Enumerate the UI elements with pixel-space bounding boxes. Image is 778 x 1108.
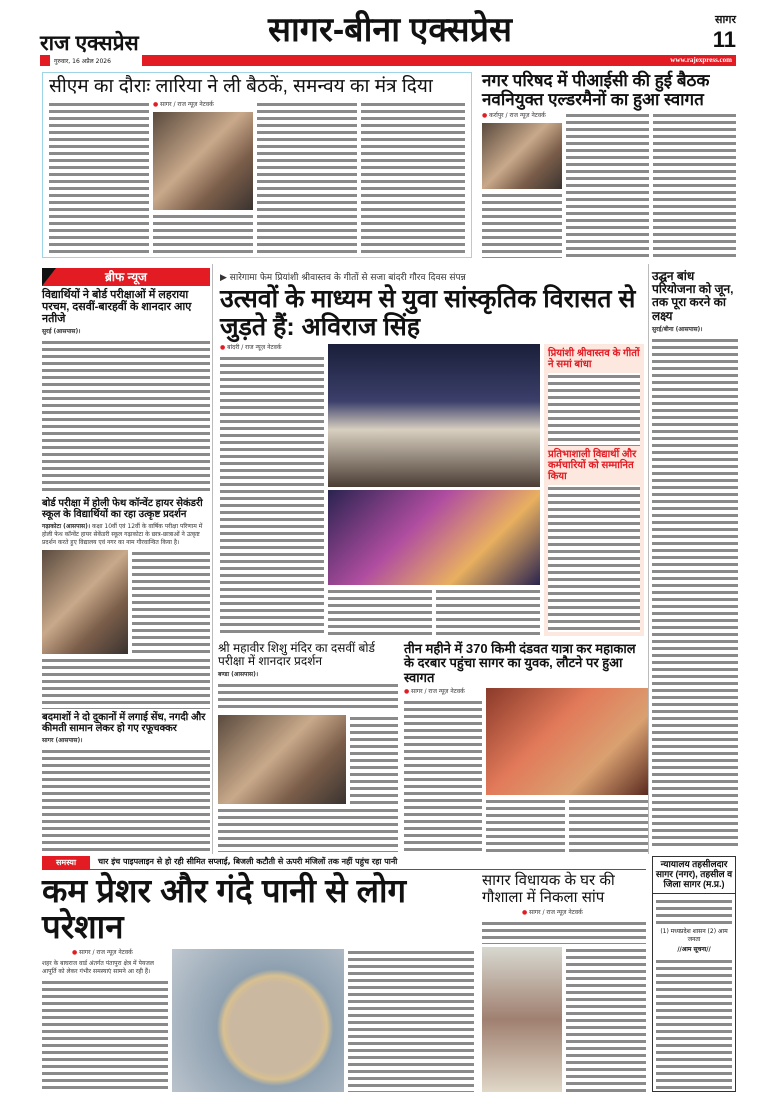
water-photo (172, 949, 344, 1092)
article-text (42, 979, 168, 1092)
brief-headline: बदमाशों ने दो दुकानों में लगाई सेंध, नगदी और कीमती सामान लेकर हो गए रफूचक्कर (42, 712, 206, 735)
article-text (220, 355, 324, 636)
notice-subtitle: //आम सूचना// (677, 945, 711, 953)
article-text (132, 550, 210, 654)
concert-photo (328, 490, 540, 585)
article-text (653, 112, 736, 258)
column-divider (648, 264, 649, 854)
article-text (350, 715, 398, 804)
welcome-photo (486, 688, 648, 795)
article-text (436, 588, 540, 636)
article-text (404, 699, 482, 852)
sidebar-headline: प्रियांशी श्रीवास्तव के गीतों ने समां बांधा (548, 348, 640, 370)
edition-title: सागर-बीना एक्सप्रेस (268, 11, 512, 49)
byline: ● सागर / राज न्यूज़ नेटवर्क (42, 949, 168, 957)
byline: ● सागर / राज न्यूज़ नेटवर्क (404, 688, 482, 696)
problem-banner (42, 856, 646, 870)
article-text (49, 101, 149, 253)
top-story (42, 72, 472, 258)
issue-date: गुरुवार, 16 अप्रैल 2026 (54, 58, 111, 65)
article-text (257, 101, 357, 253)
bottom-headline: कम प्रेशर और गंदे पानी से लोग परेशान (42, 872, 407, 946)
article-text (153, 213, 253, 253)
article-text (548, 373, 640, 446)
problem-tag: समस्या (42, 856, 90, 869)
brief-news-header (42, 268, 210, 286)
notice-title: न्यायालय तहसीलदार सागर (नगर), तहसील व जिला सागर (म.प्र.) (653, 857, 735, 894)
article-text (42, 657, 210, 709)
column-divider (212, 264, 213, 854)
right-column (652, 270, 738, 850)
article-text (566, 112, 649, 258)
top-right-story (482, 72, 736, 258)
masthead-bar (142, 55, 736, 66)
right-col-headline: उद्घन बांध परियोजना को जून, तक पूरा करने का लक्ष्य (652, 269, 734, 323)
dateline: सुरई (आसपास)। (42, 328, 81, 336)
article-photo (42, 550, 128, 654)
byline: ● सागर / राज न्यूज़ नेटवर्क (482, 909, 646, 917)
article-lede: शहर के बाघराज वार्ड अंतर्गत पंतापुरा क्षेत्र में पेयजल आपूर्ति को लेकर गंभीर समस्याएं सामने आ रही हैं। (42, 959, 154, 975)
mid-left-story (218, 642, 398, 852)
bottom-right-headline: सागर विधायक के घर की गौशाला में निकला सांप (482, 872, 615, 906)
article-text (548, 485, 640, 632)
article-text (482, 192, 562, 258)
top-right-headline: नगर परिषद में पीआईसी की हुई बैठक नवनियुक्त एल्डरमैनों का हुआ स्वागत (482, 71, 710, 109)
article-text (569, 798, 648, 852)
feature-sidebar (544, 344, 644, 636)
mid-right-story (404, 642, 648, 852)
article-text (218, 682, 398, 712)
brief-headline: विद्यार्थियों ने बोर्ड परीक्षाओं में लहराया परचम, दसवीं-बारहवीं के शानदार आए नतीजे (42, 289, 192, 326)
article-text (42, 339, 210, 495)
byline: ● सागर / राज न्यूज़ नेटवर्क (153, 101, 253, 109)
city-label: सागर (715, 14, 736, 26)
byline: ● कर्रापुर / राज न्यूज़ नेटवर्क (482, 112, 562, 120)
notice-text (656, 898, 732, 924)
byline: ● बांदरी / राज न्यूज़ नेटवर्क (220, 344, 324, 352)
article-text (652, 337, 738, 850)
article-lede (42, 523, 210, 547)
sidebar-headline: प्रतिभाशाली विद्यार्थी और कर्मचारियों को सम्मानित किया (548, 449, 637, 483)
article-text (328, 588, 432, 636)
brief-headline: बोर्ड परीक्षा में होली फेथ कॉन्वेंट हायर सेकंडरी स्कूल के विद्यार्थियों का रहा उत्कृष्ट प्रदर्शन (42, 498, 203, 521)
brand-logo: राज एक्सप्रेस (40, 32, 139, 55)
lede-text: कक्षा 10वीं एवं 12वीं के वार्षिक परीक्षा परिणाम में होली फेथ कॉन्वेंट हायर सेकेंडरी स्कूल गढ़ाकोटा के छात्र-छात्राओं ने उत्कृष्ट प्रदर्शन करते हुए विद्यालय एवं नगर का नाम गौरवान्वित किया है। (42, 523, 203, 547)
top-story-headline: सीएम का दौराः लारिया ने ली बैठकें, समन्वय का मंत्र दिया (49, 76, 433, 97)
notice-text (656, 958, 732, 1089)
brief-news-label: ब्रीफ न्यूज (105, 270, 147, 284)
website-url: www.rajexpress.com (670, 56, 732, 64)
students-photo (218, 715, 346, 804)
dateline: सागर (आसपास)। (42, 737, 83, 745)
article-text (486, 798, 565, 852)
masthead-accent (40, 55, 50, 66)
feature-kicker: ▶ सारेगामा फेम प्रियांशी श्रीवास्तव के गीतों से सजा बांदरी गौरव दिवस संपन्न (220, 273, 466, 283)
dateline: गढ़ाकोटा (आसपास)। (42, 523, 91, 531)
notice-parties: (1) मध्यप्रदेश शासन (2) आम जनता (660, 927, 728, 943)
article-text (566, 947, 646, 1092)
stage-photo (328, 344, 540, 487)
feature-story (220, 270, 644, 636)
bottom-section (42, 856, 646, 1092)
article-text (348, 949, 474, 1092)
kicker-text: सारेगामा फेम प्रियांशी श्रीवास्तव के गीतों से सजा बांदरी गौरव दिवस संपन्न (229, 273, 466, 283)
brief-column (42, 268, 210, 852)
dateline: सुरई/बीना (आसपास)। (652, 325, 703, 333)
snake-photo (482, 947, 562, 1092)
article-photo (482, 123, 562, 189)
article-photo (153, 112, 253, 210)
article-text (218, 807, 398, 852)
banner-text: चार इंच पाइपलाइन से हो रही सीमित सप्लाई, बिजली कटौती से ऊपरी मंजिलों तक नहीं पहुंच रहा पानी (98, 857, 398, 866)
mid-right-headline: तीन महीने में 370 किमी दंडवत यात्रा कर महाकाल के दरबार पहुंचा सागर का युवक, लौटने पर हुआ स्वागत (404, 641, 636, 685)
article-text (42, 748, 210, 852)
article-text (361, 101, 465, 253)
court-notice (652, 856, 736, 1092)
article-text (482, 920, 646, 944)
page-number: 11 (712, 27, 736, 52)
feature-headline: उत्सवों के माध्यम से युवा सांस्कृतिक विरासत से जुड़ते हैं: अविराज सिंह (220, 285, 636, 341)
dateline: बण्डा (आसपास)। (218, 671, 259, 679)
mid-left-headline: श्री महावीर शिशु मंदिर का दसवीं बोर्ड परीक्षा में शानदार प्रदर्शन (218, 641, 375, 669)
